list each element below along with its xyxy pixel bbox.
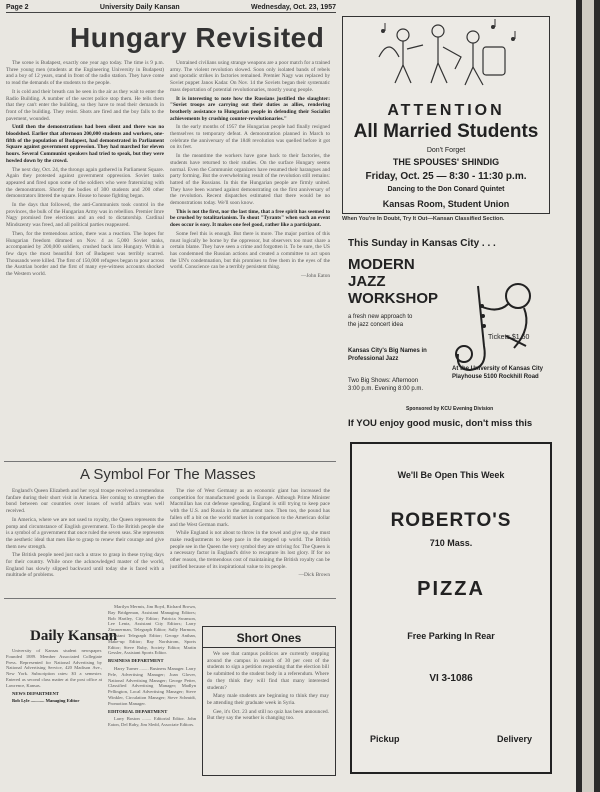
attention-title: ATTENTION — [387, 102, 505, 119]
paragraph: The next day, Oct. 24, the throngs again gathered in Parliament Square. Again they protested against government oppression. Soviet tanks appeared and fired upon some of the soldiers who were fraternizing with the demonstrators. Shortly the bodies of 300 students and 200 other demonstrators littered the square. House to house fighting began. — [6, 166, 164, 200]
married-students: All Married Students — [353, 121, 539, 142]
paragraph: Many male students are beginning to think they may be attending their graduate week in Syria. — [207, 693, 329, 706]
event-place: Kansas Room, Student Union — [382, 199, 510, 209]
paragraph: In the meantime the workers have gone back to their factories, the students have returned to their studies. On the surface Hungary seems normal. Even the Communist organizers have resumed their harangues and party forming. But the overwhelming result of the revolution still remains: hatred of the Russians. In this the Hungarian people are firmly united. They have been warned against demonstrating on the first anniversary of the revolution. Recent dispatches estimated that there would be no demonstrations today. We'll soon know. — [170, 153, 330, 207]
paragraph: In the days that followed, the anti-Communists took control in the provinces, the bulk of the Hungarian Army was in rebellion. Premier Imre Nagy promised free elections and an end to dictatorship. Cardinal Mindszenty was freed, and all political parties reappeared. — [6, 202, 164, 229]
masses-column-1 — [6, 488, 164, 596]
jazz-kicker: This Sunday in Kansas City . . . — [348, 238, 496, 249]
paragraph: In the early months of 1957 the Hungarian people had finally resigned themselves to temporary defeat. A demonstration planned in March to celebrate the anniversary of the 1848 revolution was quelled before it got on its feet. — [170, 124, 330, 151]
paragraph: The scene is Budapest, exactly one year ago today. The time is 9 p.m. Three young men (students at the Engineering University in Budapest) and a boy of 12 years, stand in front of the radio station. They have come to read the demands of the students to the people. — [6, 60, 164, 87]
short-ones-box — [202, 626, 336, 776]
robertos-name: ROBERTO'S — [390, 510, 512, 531]
paragraph: Some feel this is enough. But there is more. The major portion of this must logically be borne by the oppressor, but observers too must share a certain blame. They have seen a crime and forgotten it. To be sure, the US has condemned the Russian actions and created a committee to act upon the UN's condemnation, but this promises to free them in the eyes of the world. Conscience can be a terribly persistent thing. — [170, 230, 330, 271]
jazz-title-line: JAZZ — [348, 273, 386, 290]
byline: —John Eaton — [301, 273, 330, 280]
paragraph: Untrained civilians using strange weapons are a poor match for a trained army. The violent revolution slowed. Soon only isolated bands of rebels and sporadic strikes in factories remained. Premier Nagy was replaced by Soviet puppet Janos Kadar. On Nov. 14 the Soviets began their systematic mass deportation of potential revolutionaries, mostly young people. — [170, 60, 330, 93]
robertos-ad — [350, 442, 552, 774]
event-name: THE SPOUSES' SHINDIG — [392, 157, 500, 167]
page-header — [6, 4, 336, 13]
short-ones-text — [207, 651, 329, 773]
robertos-delivery: Delivery — [496, 734, 532, 744]
jazz-title-line: WORKSHOP — [348, 290, 438, 307]
paragraph-bold: Until then the demonstrations had been silent and there was no bloodshed. Earlier that afternoon 200,000 students and workers, one-fifth of the population of Budapest, had demonstrated in Parliament Square against government oppression. They had marched for eleven hours. Several Communist speakers had tried to speak, but they were howled down by the crowd. — [6, 124, 164, 164]
page-number: Page 2 — [6, 4, 29, 11]
musicians-illustration — [343, 17, 549, 95]
hungary-headline: Hungary Revisited — [70, 22, 325, 53]
staff-box — [108, 604, 196, 774]
paragraph: We see that campus politicos are currently stepping around the campus in search of 30 per cent of the students to sign a petition requesting that the election bill be submitted to the student body in a referendum. Where do they think they will find that many interested students? — [207, 651, 329, 691]
jazz-approach: a fresh new approach to the jazz concert idea — [348, 314, 413, 328]
divider — [4, 461, 336, 462]
paragraph-bold: It is interesting to note how the Russians justified the slaughter: "Soviet troops are carrying out their duties as allies, rendering brotherly assistance to Hungarian people in defending their Socialist achievements by crushing counter-revolutionaries." — [170, 95, 330, 122]
jazz-venue: At the University of Kansas City Playhouse 5100 Rockhill Road — [452, 366, 544, 380]
jazz-ad — [342, 228, 550, 434]
robertos-pickup: Pickup — [370, 734, 400, 744]
business-department: BUSINESS DEPARTMENT — [108, 658, 164, 664]
jazz-title — [348, 256, 438, 307]
robertos-address: 710 Mass. — [429, 538, 473, 548]
divider — [4, 598, 336, 599]
paragraph: Larry Boston ........ Editorial Editor. John Eaton, Del Raby, Jim Sledd, Associate Editors. — [108, 716, 196, 728]
managing-editor: Bob Lyle ............ Managing Editor — [12, 698, 80, 704]
masthead-logo: Daily Kansan — [30, 628, 118, 644]
paragraph: Harry Turner ........ Business Manager. Larry Pele, Advertising Manager; Joan Glover, National Advertising Manager; George Petter, Classified Advertising Manager; Madlyn Pellington, Local Advertising Manager; Steve Winkler, Circulation Manager; Steve Schmidt, Promotion Manager. — [108, 665, 196, 706]
robertos-open: We'll Be Open This Week — [397, 470, 505, 480]
short-ones-title: Short Ones — [203, 631, 335, 648]
news-department: NEWS DEPARTMENT — [12, 690, 59, 696]
paragraph-bold: This is not the first, nor the last time, that a free spirit has seemed to be crushed by totalitarianism. To shout "Tyrants" when such an event does occur is easy. It makes one feel good, rather like a participant. — [170, 208, 330, 229]
paragraph: While England is not about to throw in the towel and give up, she must make readjustments to keep pace in the stepped up world. The British people see in the Queen the very symbol they are striving for. The Queen is a necessary factor in England's drive to recapture its lost glory. If for no other reason, the tremendous cost of maintaining the British royalty can be justified because of its inspirational value to its people. — [170, 530, 330, 570]
paper-name: University Daily Kansan — [99, 4, 180, 11]
paragraph: Marilyn Mermis, Jim Boyd, Richard Brown, Ray Bridgeman, Assistant Managing Editors; Bob Hartley, City Editor; Patricia Swanson, Lee Lentz, Assistant City Editors; Larry Zimmerman, Telegraph Editor; Sally Harmon, Assistant Telegraph Editor; George Anthan, Make-up Editor; Ray Nordstrom, Sports Editor; Steve Ruby, Society Editor; Martin Gessler, Assistant Sports Editor. — [108, 604, 196, 656]
robertos-pizza: PIZZA — [417, 578, 485, 600]
next-page-edge — [582, 0, 594, 792]
jazz-tickets: Tickets $1.50 — [488, 334, 530, 341]
paragraph: Then, for the tremendous action, there was a reaction. The hopes for Hungarian freedom dimmed on Nov. 4 as 5,000 Soviet tanks, accompanied by 200,000 soldiers, crushed back into Hungary. Within a few days the most beautiful fort of Budapest was terribly scarred. Thousands were killed. The first of 150,000 refugees began to pour across the Austrian border and the first of many eye-witness accounts shocked the Western world. — [6, 230, 164, 278]
masthead-info — [6, 648, 102, 768]
robertos-phone: VI 3-1086 — [429, 673, 473, 684]
jazz-title-line: MODERN — [348, 256, 415, 273]
jazz-names: Kansas City's Big Names in Professional Jazz — [348, 348, 427, 362]
paragraph: In America, where we are not used to royalty, the Queen represents the pomp and circumstance of English government. To the British people she is a symbol of a government that once ruled the seven seas. She represents the aesthetic ideal that men like to grasp to renew their courage and give them new strength. — [6, 516, 164, 550]
issue-date: Wednesday, Oct. 23, 1957 — [251, 4, 336, 11]
masses-column-2 — [170, 488, 330, 596]
jazz-sponsor: Sponsored by KCU Evening Division — [406, 406, 494, 412]
classified-line: When You're In Doubt, Try It Out—Kansan Classified Section. — [342, 216, 505, 222]
editorial-department: EDITORIAL DEPARTMENT — [108, 708, 168, 714]
dont-forget: Don't Forget — [426, 147, 466, 154]
paragraph: It is cold and their breath can be seen in the air as they wait to enter the Radio Building. A number of the secret police stop them. He tells them that they can't enter the building, so they have to read their demands in front of the building. They resist. Shots are fired and the boy falls to the pavement, wounded. — [6, 88, 164, 122]
byline: —Dick Brown — [298, 572, 330, 579]
jazz-shows: Two Big Shows: Afternoon 3:00 p.m. Evening 8:00 p.m. — [348, 378, 424, 392]
hungary-column-2 — [170, 60, 330, 460]
paragraph: The British people need just such a straw to grasp in these trying days for their country. While once the acknowledged master of the world, England has slowly slipped backward until today she is faced with a multitude of problems. — [6, 552, 164, 579]
paragraph: England's Queen Elizabeth and her royal troupe received a tremendous fanfare during their short visit in America. Her coming to strengthen the bond between our countries over issues of world affairs was well received. — [6, 488, 164, 515]
paragraph: University of Kansas student newspaper. Founded 1889. Member Associated Collegiate Press. Represented for National Advertising by National Advertising Service, 420 Madison Ave., New York. Subscription rates: $3 a semester. Entered as second class matter at the post office at Lawrence, Kansas. — [6, 648, 102, 688]
paragraph: Gee, it's Oct. 23 and still no quiz has been announced. But they say the weather is changing too. — [207, 708, 329, 722]
attention-ad — [342, 16, 550, 214]
paragraph: The rise of West Germany as an economic giant has increased the competition for manufactured goods in Europe. Although Prime Minister Macmillan has cut defense spending, England is still trying to keep pace with the U.S. and Russia in the armament race. Then too, the pound has fallen off a bit on the world market in comparison to the American dollar and the West German mark. — [170, 488, 330, 528]
masses-headline: A Symbol For The Masses — [80, 466, 256, 483]
event-band: Dancing to the Don Conard Quintet — [387, 186, 505, 193]
jazz-tagline: If YOU enjoy good music, don't miss this — [348, 418, 533, 429]
robertos-parking: Free Parking In Rear — [407, 631, 495, 641]
hungary-column-1 — [6, 60, 164, 460]
page-gutter — [576, 0, 600, 792]
event-time: Friday, Oct. 25 — 8:30 - 11:30 p.m. — [365, 171, 527, 182]
